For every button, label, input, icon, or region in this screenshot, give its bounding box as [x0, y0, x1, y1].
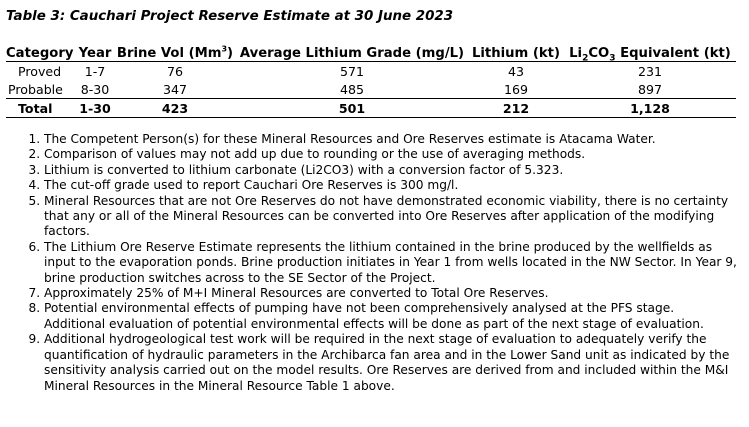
- cell-category: Probable: [6, 80, 76, 99]
- cell-grade: 571: [339, 63, 365, 79]
- note-item: 7. Approximately 25% of M+I Mineral Resources are converted to Total Ore Reserves.: [44, 286, 738, 301]
- reserve-table: [6, 39, 736, 118]
- note-item: 9. Additional hydrogeological test work will be required in the next stage of evaluation to adequately verify the quantification of hydraulic parameters in the Archibarca fan area and in the Lower Sand unit as indicated by the sensitivity analysis carried out on the model results. Ore Reserves are derived from and included within the M&I Mineral Resources in the Mineral Resource Table 1 above.: [44, 332, 738, 394]
- notes-list: [6, 132, 738, 394]
- note-item: 1. The Competent Person(s) for these Mineral Resources and Ore Reserves estimate is Atacama Water.: [44, 132, 738, 147]
- cell-category: Proved: [18, 63, 62, 79]
- cell-lithium: 169: [468, 80, 564, 99]
- table-header-row: [6, 39, 736, 62]
- note-item: 4. The cut-off grade used to report Cauchari Ore Reserves is 300 mg/l.: [44, 178, 738, 193]
- table-caption: Table 3: Cauchari Project Reserve Estimate at 30 June 2023: [6, 9, 454, 24]
- cell-lithium: 212: [468, 99, 564, 118]
- header-lithium: Lithium (kt): [468, 39, 564, 62]
- header-li2co3: $Li_2CO_3$ Equivalent (kt): [564, 39, 736, 62]
- header-category: Category: [6, 39, 76, 62]
- table-row-proved: [6, 62, 736, 81]
- cell-li2co3: 897: [564, 80, 736, 99]
- note-item: 3. Lithium is converted to lithium carbonate (Li2CO3) with a conversion factor of 5.323.: [44, 163, 738, 178]
- table-row-total: [6, 99, 736, 118]
- table-row-probable: [6, 80, 736, 99]
- cell-grade: 485: [236, 80, 468, 99]
- cell-grade: 501: [236, 99, 468, 118]
- note-item: 2. Comparison of values may not add up due to rounding or the use of averaging methods.: [44, 147, 738, 162]
- cell-year: 1-30: [76, 99, 114, 118]
- cell-brine-vol: 347: [114, 80, 236, 99]
- cell-li2co3: 231: [637, 63, 663, 79]
- cell-li2co3: 1,128: [564, 99, 736, 118]
- cell-year: 1-7: [84, 63, 106, 79]
- note-item: 5. Mineral Resources that are not Ore Reserves do not have demonstrated economic viability, there is no certainty that any or all of the Mineral Resources can be converted into Ore Reserves after application of the modifying factors.: [44, 194, 738, 240]
- cell-category: Total: [6, 99, 76, 118]
- header-brine-vol: Brine Vol (Mm$^3$): [114, 39, 236, 62]
- header-average-grade: Average Lithium Grade (mg/L): [236, 39, 468, 62]
- cell-brine-vol: 76: [166, 63, 184, 79]
- cell-lithium: 43: [507, 63, 525, 79]
- note-item: 8. Potential environmental effects of pumping have not been comprehensively analysed at the PFS stage. Additional evaluation of potential environmental effects will be done as part of the next stage of evaluation.: [44, 301, 738, 332]
- cell-brine-vol: 423: [114, 99, 236, 118]
- note-item: 6. The Lithium Ore Reserve Estimate represents the lithium contained in the brine produced by the wellfields as input to the evaporation ponds. Brine production initiates in Year 1 from wells located in the NW Sector. In Year 9, brine production switches across to the SE Sector of the Project.: [44, 240, 738, 286]
- header-year: Year: [76, 39, 114, 62]
- cell-year: 8-30: [76, 80, 114, 99]
